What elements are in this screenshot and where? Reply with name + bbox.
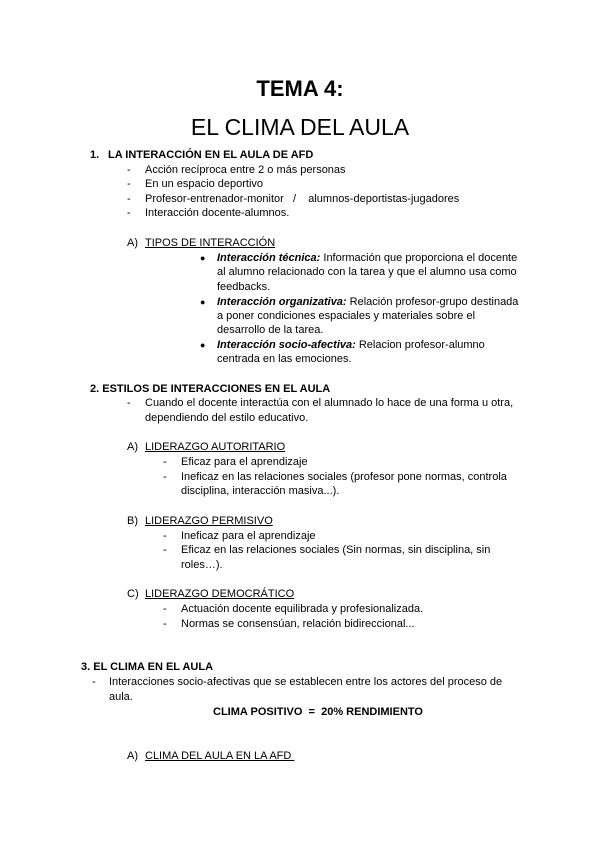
list-item: Acción recíproca entre 2 o más personas [145,164,346,176]
bullet-line: desarrollo de la tarea. [217,324,324,336]
subsection-marker: A) [127,441,138,453]
dash-marker: - [163,530,167,542]
dash-marker: - [92,676,96,688]
bullet-line: centrada en las emociones. [217,353,352,365]
subsection-title: CLIMA DEL AULA EN LA AFD [145,750,295,762]
list-item-continuation: roles…). [181,559,223,571]
bullet-line [217,338,485,352]
dash-marker: - [163,544,167,556]
list-item: En un espacio deportivo [145,178,264,190]
section-1-number: 1. [90,149,100,161]
dash-marker: - [163,471,167,483]
subsection-title: LIDERAZGO DEMOCRÁTICO [145,588,295,600]
bullet-icon: ● [200,297,206,307]
section-1-heading: LA INTERACCIÓN EN EL AULA DE AFD [108,149,314,161]
subsection-marker: A) [127,750,138,762]
dash-marker: - [163,618,167,630]
dash-marker: - [163,603,167,615]
section-2-heading: 2. ESTILOS DE INTERACCIONES EN EL AULA [90,383,331,395]
formula: CLIMA POSITIVO = 20% RENDIMIENTO [213,706,423,718]
dash-marker: - [127,193,131,205]
dash-marker: - [127,178,131,190]
bullet-text: Relacion profesor-alumno [355,339,485,351]
bullet-line: feedbacks. [217,281,271,293]
bullet-line [217,295,518,309]
list-item-continuation: disciplina, interacción masiva...). [181,485,340,497]
bullet-term: Interacción socio-afectiva: [217,339,356,351]
bullet-text: Información que proporciona el docente [320,252,518,264]
dash-marker: - [127,164,131,176]
bullet-line [217,251,517,265]
bullet-icon: ● [200,253,206,263]
list-item-continuation: aula. [109,691,133,703]
bullet-text: Relación profesor-grupo destinada [346,296,519,308]
list-item: Interacciones socio-afectivas que se establecen entre los actores del proceso de [109,676,503,688]
bullet-term: Interacción técnica: [217,252,321,264]
list-item: Interacción docente-alumnos. [145,207,290,219]
list-item: Profesor-entrenador-monitor / alumnos-deportistas-jugadores [145,193,460,205]
page-subtitle: EL CLIMA DEL AULA [190,114,410,140]
list-item: Normas se consensúan, relación bidireccional... [181,618,415,630]
dash-marker: - [127,397,131,409]
dash-marker: - [163,456,167,468]
list-item: Ineficaz en las relaciones sociales (profesor pone normas, controla [181,471,507,483]
subsection-marker: B) [127,515,138,527]
list-item: Ineficaz para el aprendizaje [181,530,316,542]
subsection-marker: A) [127,237,138,249]
page-title: TEMA 4: [256,76,344,101]
bullet-line: a poner condiciones espaciales y materiales sobre el [217,310,476,322]
list-item: Eficaz para el aprendizaje [181,456,308,468]
list-item: Cuando el docente interactúa con el alumnado lo hace de una forma u otra, [145,397,514,409]
list-item-continuation: dependiendo del estilo educativo. [145,412,309,424]
list-item: Actuación docente equilibrada y profesionalizada. [181,603,424,615]
section-3-heading: 3. EL CLIMA EN EL AULA [81,661,214,673]
list-item: Eficaz en las relaciones sociales (Sin normas, sin disciplina, sin [181,544,491,556]
dash-marker: - [127,207,131,219]
bullet-term: Interacción organizativa: [217,296,347,308]
bullet-icon: ● [200,340,206,350]
subsection-title: TIPOS DE INTERACCIÓN [145,237,276,249]
subsection-marker: C) [127,588,139,600]
bullet-line: al alumno relacionado con la tarea y que el alumno usa como [217,266,517,278]
subsection-title: LIDERAZGO PERMISIVO [145,515,273,527]
subsection-title: LIDERAZGO AUTORITARIO [145,441,286,453]
